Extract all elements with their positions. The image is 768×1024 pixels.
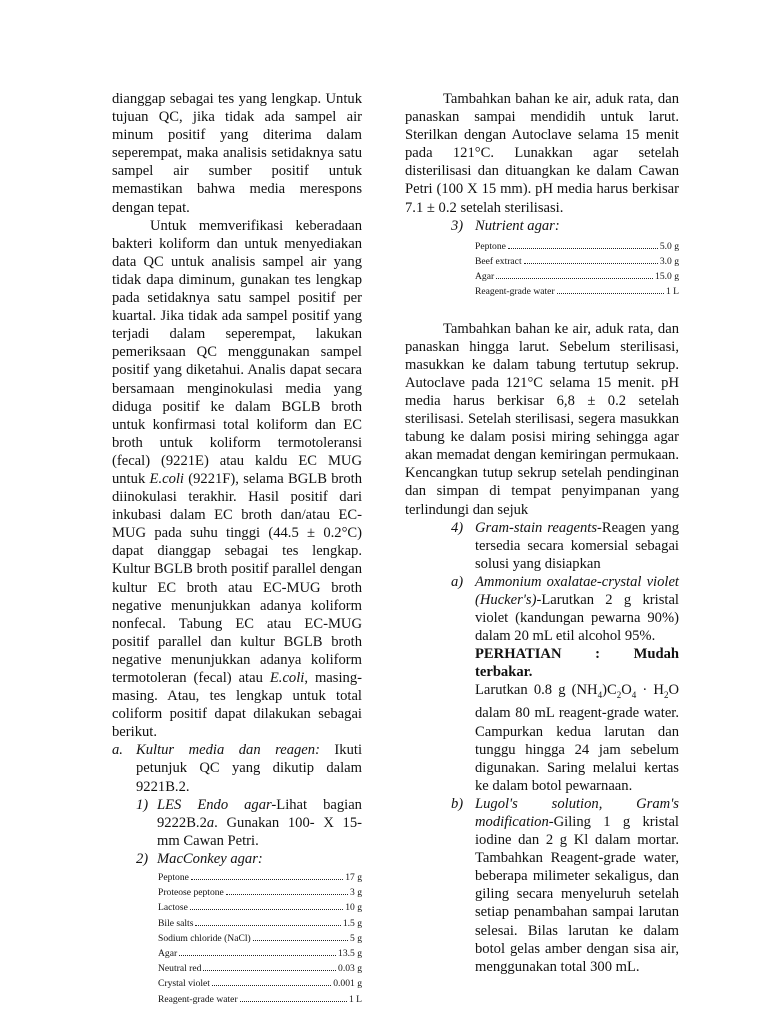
formula-part: )C [602, 682, 617, 699]
list-text-italic: a [206, 814, 215, 831]
ingredient-qty: 3.0 g [659, 255, 679, 267]
recipe-row [158, 900, 362, 915]
leader-dots [203, 970, 336, 971]
nutrient-recipe-table [475, 239, 679, 300]
formula-part: · H [636, 682, 664, 699]
list-label: 3) [451, 217, 464, 234]
recipe-row [475, 254, 679, 269]
ingredient-name: Peptone [158, 872, 189, 884]
ingredient-qty: 0.03 g [338, 963, 362, 975]
leader-dots [508, 248, 658, 249]
list-title: Nutrient agar: [475, 217, 560, 234]
recipe-row [158, 916, 362, 931]
list-title: MacConkey agar: [157, 850, 263, 867]
ecoli-term: E.coli [149, 470, 184, 487]
list-label: 2) [136, 850, 149, 867]
leader-dots [496, 278, 653, 279]
macconkey-recipe-table [158, 870, 362, 1007]
formula-sub: 2 [616, 690, 622, 701]
ingredient-qty: 15.0 g [655, 271, 679, 283]
list-item-a [112, 741, 362, 795]
list-title: Gram-stain reagents- [475, 519, 602, 536]
ingredient-name: Agar [475, 271, 495, 283]
right-paragraph-1: Tambahkan bahan ke air, aduk rata, dan panaskan sampai mendidih untuk larut. Sterilkan dengan Autoclave selama 15 menit pada 121°C. Lunakkan agar setelah disterilisasi dan dituangkan ke dalam Cawan Petri (100 X 15 mm). pH media harus berkisar 7.1 ± 0.2 setelah sterilisasi. [405, 91, 679, 216]
list-text: Reagen yang tersedia secara komersial sebagai solusi yang disiapkan [475, 519, 679, 572]
recipe-row [158, 931, 362, 946]
ingredient-name: Beef extract [475, 255, 522, 267]
leader-dots [191, 879, 343, 880]
ingredient-qty: 1.5 g [342, 917, 362, 929]
list-item-4 [405, 519, 679, 573]
list-title: LES Endo agar- [157, 796, 277, 813]
ingredient-qty: 0.001 g [333, 978, 362, 990]
formula-sub: 2 [663, 690, 669, 701]
recipe-row [158, 885, 362, 900]
list-label: 4) [451, 519, 464, 536]
formula-part: Larutkan 0.8 g (NH [475, 682, 598, 699]
leader-dots [524, 263, 658, 264]
ecoli-term: E.coli [269, 670, 305, 686]
recipe-row [158, 992, 362, 1007]
list-text-2 [475, 681, 679, 794]
list-label: 1) [136, 796, 149, 813]
ingredient-qty: 3 g [350, 887, 362, 899]
ingredient-name: Crystal violet [158, 978, 210, 990]
recipe-row [475, 239, 679, 254]
list-text: Giling 1 g kristal iodine dan 2 g Kl dalam mortar. Tambahkan Reagent-grade water, beberapa milimeter sekaligus, dan giling secara menyeluruh setelah setiap penambahan sampai larutan selesai. Bilas larutan ke dalam botol gelas amber dengan sisa air, menggunakan total 300 mL. [475, 814, 679, 975]
ingredient-name: Peptone [475, 240, 506, 252]
list-item-2 [112, 850, 362, 868]
ingredient-qty: 10 g [345, 902, 362, 914]
p2-text-b: (9221F), selama BGLB broth diinokulasi terakhir. Hasil positif dari inkubasi dalam EC broth dan/atau EC-MUG pada suhu tinggi (44.5 ± 0.2°C) dapat dianggap sebagai tes lengkap. Kultur BGLB broth positif parallel dengan kultur EC broth atau EC-MUG broth negative menunjukkan adanya koliform nonfecal. Tabung EC atau EC-MUG positif parallel dan kultur BGLB broth negative menunjukkan adanya koliform termotoleran (fecal) atau [112, 470, 363, 686]
recipe-row [475, 269, 679, 284]
right-paragraph-2: Tambahkan bahan ke air, aduk rata, dan panaskan hingga larut. Sebelum sterilisasi, masukkan ke dalam tabung tertutup sekrup. Autoclave pada 121°C selama 15 menit. pH media harus berkisar 6,8 ± 0.2 setelah sterilisasi. Setelah sterilisasi, segera masukkan tabung ke dalam posisi miring sehingga agar akan memadat dengan kemiringan permukaan. Kencangkan tutup sekrup setelah pendinginan dan simpan di tempat penyimpanan yang terlindungi dan sejuk [405, 320, 679, 518]
leader-dots [253, 940, 348, 941]
leader-dots [195, 925, 340, 926]
leader-dots [179, 955, 336, 956]
ingredient-name: Reagent-grade water [158, 993, 238, 1005]
recipe-row [158, 946, 362, 961]
ingredient-name: Proteose peptone [158, 887, 224, 899]
list-item-3 [405, 217, 679, 235]
list-text: . Gunakan 100- X 15-mm Cawan Petri. [157, 814, 362, 849]
recipe-row [158, 976, 362, 991]
ingredient-name: Reagent-grade water [475, 286, 555, 298]
list-title: Kultur media dan reagen: [136, 742, 320, 759]
list-text: Lihat bagian 9222B.2 [157, 796, 362, 831]
warning-text: PERHATIAN : Mudah terbakar. [475, 646, 679, 681]
ingredient-name: Lactose [158, 902, 188, 914]
recipe-row [475, 284, 679, 299]
ingredient-qty: 17 g [345, 872, 362, 884]
recipe-row [158, 961, 362, 976]
ingredient-name: Agar [158, 948, 178, 960]
formula-sub: 4 [631, 690, 637, 701]
ingredient-qty: 5 g [350, 932, 362, 944]
leader-dots [212, 985, 331, 986]
formula-sub: 4 [597, 690, 603, 701]
list-item-1 [112, 796, 362, 850]
ingredient-qty: 1 L [665, 286, 679, 298]
list-label: a. [112, 742, 123, 759]
left-paragraph-1: dianggap sebagai tes yang lengkap. Untuk tujuan QC, jika tidak ada sampel air minum positif yang diterima dalam seperempat, maka analisis setidaknya satu sampel air sumber positif untuk memastikan bahwa media merespons dengan tepat. [112, 91, 362, 216]
right-column [405, 90, 679, 976]
ingredient-name: Bile salts [158, 917, 194, 929]
ingredient-qty: 13.5 g [338, 948, 362, 960]
ingredient-name: Sodium chloride (NaCl) [158, 932, 251, 944]
list-text: Larutkan 2 g kristal violet (kandungan pewarna 90%) dalam 20 mL etil alcohol 95%. [475, 591, 679, 645]
leader-dots [226, 894, 348, 895]
formula-part: O dalam 80 mL reagent-grade water. Campurkan kedua larutan dan tunggu hingga 24 jam sebelum digunakan. Saring melalui kertas ke dalam botol pewarnaan. [475, 682, 679, 794]
ingredient-name: Neutral red [158, 963, 202, 975]
list-label: a) [451, 573, 464, 590]
left-column [112, 90, 362, 1007]
left-paragraph-2 [112, 217, 362, 742]
formula-part: O [621, 682, 632, 699]
list-text: Ikuti petunjuk QC yang dikutip dalam 9221B.2. [136, 742, 362, 795]
list-item-4a [405, 573, 679, 795]
p2-text-a: Untuk memverifikasi keberadaan bakteri koliform dan untuk menyediakan data QC untuk analisis sampel air yang tidak dapa diminum, gunakan tes lengkap pada setidaknya satu sampel positif per kuartal. Jika tidak ada sampel positif yang terjadi dalam seperempat, lakukan pemeriksaan QC menggunakan sampel positif yang diketahui. Analis dapat secara bersamaan menginokulasi media yang diduga positif ke dalam BGLB broth untuk konfirmasi total koliform dan EC broth untuk koliform termotoleransi (fecal) (9221E) atau kaldu EC MUG untuk [112, 217, 362, 487]
list-title: Ammonium oxalatae-crystal violet (Hucker's)- [475, 573, 679, 608]
ingredient-qty: 5.0 g [659, 240, 679, 252]
leader-dots [190, 909, 343, 910]
recipe-row [158, 870, 362, 885]
leader-dots [557, 293, 664, 294]
list-item-4b [405, 795, 679, 976]
list-title: Lugol's solution, Gram's modification- [475, 795, 679, 830]
ingredient-qty: 1 L [348, 993, 362, 1005]
leader-dots [240, 1001, 347, 1002]
list-label: b) [451, 795, 464, 812]
p2-text-c: , masing-masing. Atau, tes lengkap untuk total coliform positif dapat dilakukan sebagai berikut. [112, 670, 362, 741]
